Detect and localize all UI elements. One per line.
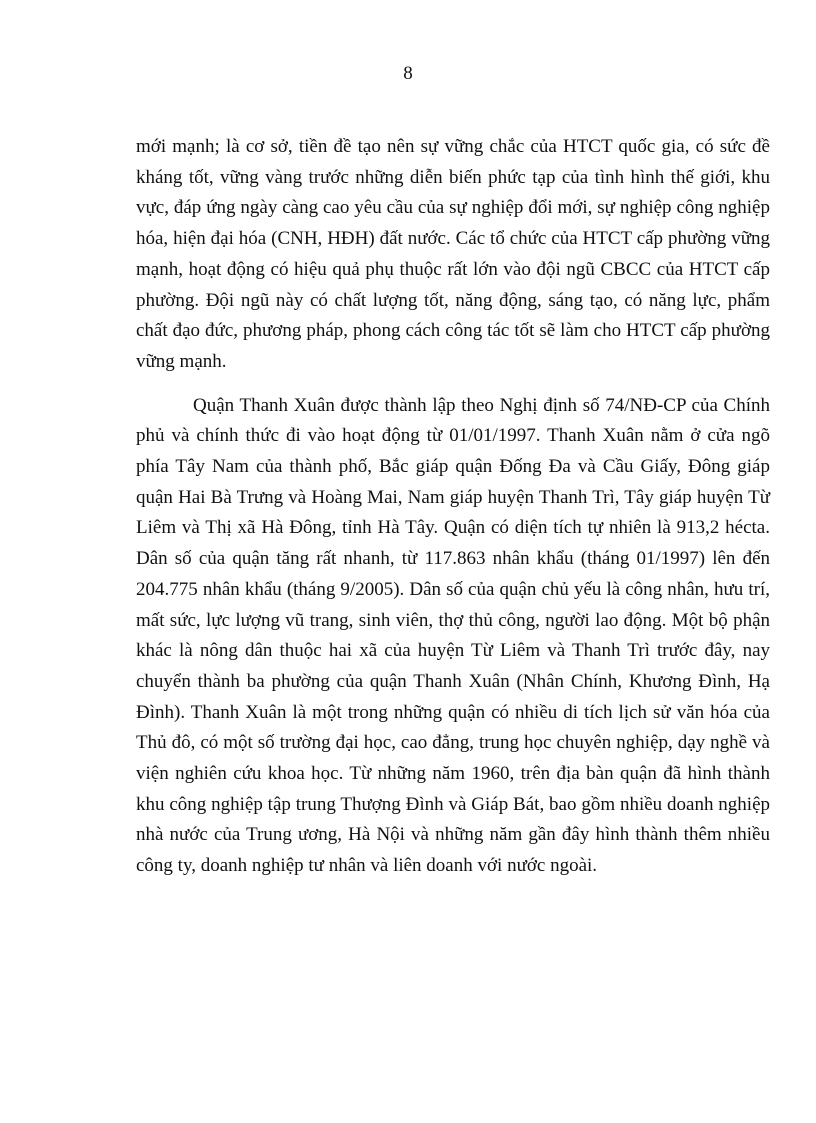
body-text xyxy=(136,132,770,882)
paragraph-2: Quận Thanh Xuân được thành lập theo Nghị định số 74/NĐ-CP của Chính phủ và chính thức đi vào hoạt động từ 01/01/1997. Thanh Xuân nằm ở cửa ngõ phía Tây Nam của thành phố, Bắc giáp quận Đống Đa và Cầu Giấy, Đông giáp quận Hai Bà Trưng và Hoàng Mai, Nam giáp huyện Thanh Trì, Tây giáp huyện Từ Liêm và Thị xã Hà Đông, tỉnh Hà Tây. Quận có diện tích tự nhiên là 913,2 hécta. Dân số của quận tăng rất nhanh, từ 117.863 nhân khẩu (tháng 01/1997) lên đến 204.775 nhân khẩu (tháng 9/2005). Dân số của quận chủ yếu là công nhân, hưu trí, mất sức, lực lượng vũ trang, sinh viên, thợ thủ công, người lao động. Một bộ phận khác là nông dân thuộc hai xã của huyện Từ Liêm và Thanh Trì trước đây, nay chuyển thành ba phường của quận Thanh Xuân (Nhân Chính, Khương Đình, Hạ Đình). Thanh Xuân là một trong những quận có nhiều di tích lịch sử văn hóa của Thủ đô, có một số trường đại học, cao đẳng, trung học chuyên nghiệp, dạy nghề và viện nghiên cứu khoa học. Từ những năm 1960, trên địa bàn quận đã hình thành khu công nghiệp tập trung Thượng Đình và Giáp Bát, bao gồm nhiều doanh nghiệp nhà nước của Trung ương, Hà Nội và những năm gần đây hình thành thêm nhiều công ty, doanh nghiệp tư nhân và liên doanh với nước ngoài. xyxy=(136,394,770,877)
paragraph-1: mới mạnh; là cơ sở, tiền đề tạo nên sự vững chắc của HTCT quốc gia, có sức đề kháng tốt, vững vàng trước những diễn biến phức tạp của tình hình thế giới, khu vực, đáp ứng ngày càng cao yêu cầu của sự nghiệp đổi mới, sự nghiệp công nghiệp hóa, hiện đại hóa (CNH, HĐH) đất nước. Các tổ chức của HTCT cấp phường vững mạnh, hoạt động có hiệu quả phụ thuộc rất lớn vào đội ngũ CBCC của HTCT cấp phường. Đội ngũ này có chất lượng tốt, năng động, sáng tạo, có năng lực, phẩm chất đạo đức, phương pháp, phong cách công tác tốt sẽ làm cho HTCT cấp phường vững mạnh. xyxy=(136,136,770,372)
page-number: 8 xyxy=(403,63,413,84)
